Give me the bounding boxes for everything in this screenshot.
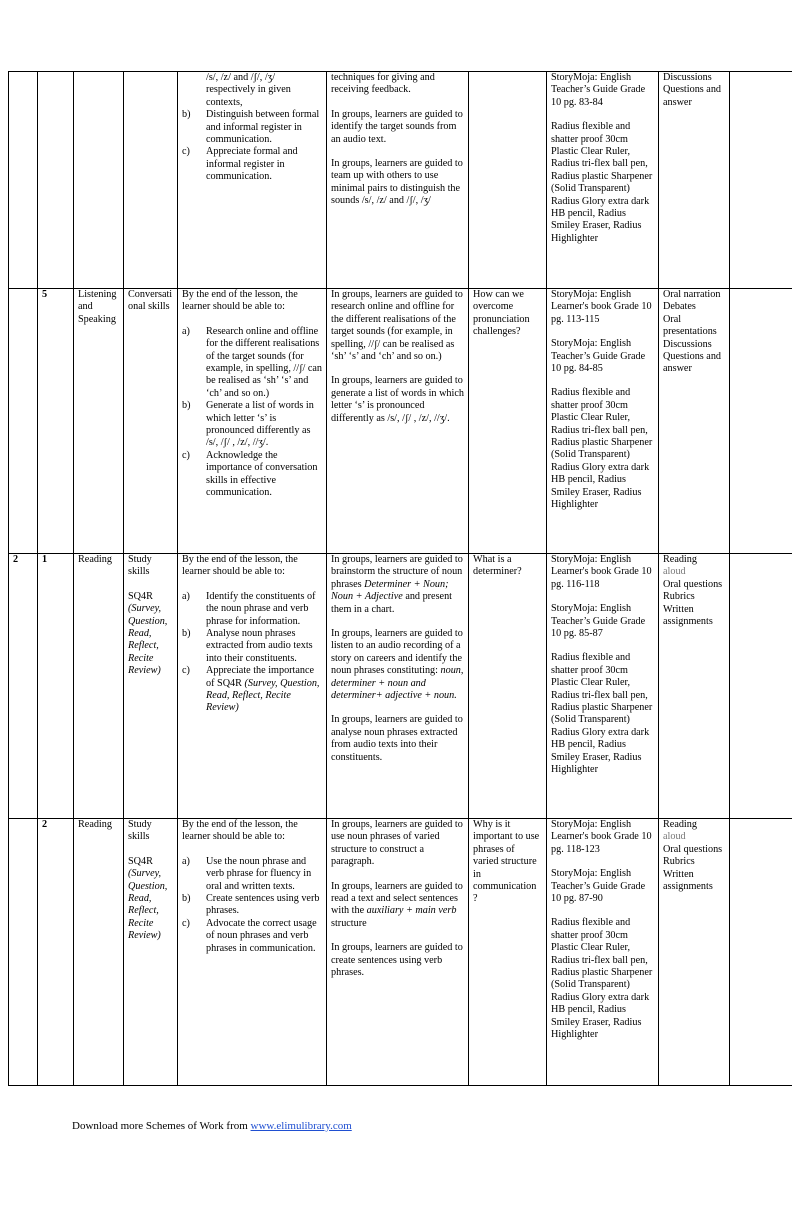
week-cell	[9, 72, 38, 289]
resources-cell: StoryMoja: English Learner's book Grade 10 pg. 116-118 StoryMoja: English Teacher’s Guide Grade 10 pg. 85-87 Radius flexible and shatter proof 30cm Plastic Clear Ruler, Radius tri-flex ball pen, Radius plastic Sharpener (Solid Transparent) Radius Glory extra dark HB pencil, Radius Smiley Eraser, Radius Highlighter	[547, 554, 659, 819]
outcome-item: b) Analyse noun phrases extracted from audio texts into their constituents.	[182, 628, 313, 664]
learning-experiences-cell: In groups, learners are guided to research online and offline for the different realisations of the target sounds (for example, in spelling, //ʃ/ can be realised as ‘sh’ ‘s’ and ‘ch’ and so on.) In groups, learners are guided to generate a list of words in which letter ‘s’ is pronounced differently as /s/, /ʃ/ , /z/, //ʒ/.	[327, 289, 469, 554]
key-inquiry-cell	[469, 72, 547, 289]
scheme-of-work-table	[8, 71, 792, 1086]
lesson-cell: 5	[38, 289, 74, 554]
outcome-item: a) Identify the constituents of the noun phrase and verb phrase for information.	[182, 590, 316, 627]
outcome-item: a) Use the noun phrase and verb phrase for fluency in oral and written texts.	[182, 855, 312, 892]
reflection-cell	[730, 819, 792, 1086]
outcome-item: b) Generate a list of words in which letter ‘s’ is pronounced differently as /s/, /ʃ/ , /z/, //ʒ/.	[182, 400, 314, 449]
page-footer: Download more Schemes of Work from www.elimulibrary.com	[72, 1120, 352, 1132]
outcome-item: b) Create sentences using verb phrases.	[182, 893, 320, 917]
week-cell	[9, 819, 38, 1086]
resources-cell: StoryMoja: English Learner's book Grade 10 pg. 118-123 StoryMoja: English Teacher’s Guide Grade 10 pg. 87-90 Radius flexible and shatter proof 30cm Plastic Clear Ruler, Radius tri-flex ball pen, Radius plastic Sharpener (Solid Transparent) Radius Glory extra dark HB pencil, Radius Smiley Eraser, Radius Highlighter	[547, 819, 659, 1086]
reflection-cell	[730, 289, 792, 554]
table-row	[9, 72, 792, 289]
sub-strand-cell: Study skills SQ4R (Survey, Question, Read, Reflect, Recite Review)	[124, 554, 178, 819]
reflection-cell	[730, 72, 792, 289]
learning-experiences-cell: techniques for giving and receiving feedback. In groups, learners are guided to identify the target sounds from an audio text. In groups, learners are guided to team up with others to use minimal pairs to distinguish the sounds /s/, /z/ and /ʃ/, /ʒ/	[327, 72, 469, 289]
sub-strand-cell	[124, 72, 178, 289]
table-row	[9, 819, 792, 1086]
footer-link[interactable]: www.elimulibrary.com	[250, 1120, 352, 1132]
reflection-cell	[730, 554, 792, 819]
outcome-item: b) Distinguish between formal and informal register in communication.	[182, 109, 320, 146]
assessment-cell: Reading aloud Oral questions Rubrics Written assignments	[659, 819, 730, 1086]
key-inquiry-cell: How can we overcome pronunciation challenges?	[469, 289, 547, 554]
key-inquiry-cell: Why is it important to use phrases of varied structure in communication ?	[469, 819, 547, 1086]
table-row	[9, 554, 792, 819]
table-row	[9, 289, 792, 554]
strand-cell: Reading	[74, 554, 124, 819]
learning-outcomes-cell: By the end of the lesson, the learner should be able to: a) Research online and offline for the different realisations of the target sounds (for example, in spelling, //ʃ/ can be realised as ‘sh’ ‘s’ and ‘ch’ and so on.) b) Generate a list of words in which letter ‘s’ is pronounced differently as /s/, /ʃ/ , /z/, //ʒ/. c) Acknowledge the importance of conversation skills in effective communication.	[178, 289, 327, 554]
learning-experiences-cell: In groups, learners are guided to use noun phrases of varied structure to construct a paragraph. In groups, learners are guided to read a text and select sentences with the auxiliary + main verb structure In groups, learners are guided to create sentences using verb phrases.	[327, 819, 469, 1086]
outcome-item: c) Appreciate formal and informal register in communication.	[182, 146, 298, 183]
outcome-item: c) Advocate the correct usage of noun phrases and verb phrases in communication.	[182, 917, 317, 954]
assessment-cell: Oral narration Debates Oral presentations Discussions Questions and answer	[659, 289, 730, 554]
resources-cell: StoryMoja: English Teacher’s Guide Grade 10 pg. 83-84 Radius flexible and shatter proof 30cm Plastic Clear Ruler, Radius tri-flex ball pen, Radius plastic Sharpener (Solid Transparent) Radius Glory extra dark HB pencil, Radius Smiley Eraser, Radius Highlighter	[547, 72, 659, 289]
strand-cell: Listening and Speaking	[74, 289, 124, 554]
assessment-cell: Discussions Questions and answer	[659, 72, 730, 289]
outcome-item: c) Appreciate the importance of SQ4R (Survey, Question, Read, Reflect, Recite Review)	[182, 665, 320, 714]
sub-strand-cell: Study skills SQ4R (Survey, Question, Read, Reflect, Recite Review)	[124, 819, 178, 1086]
resources-cell: StoryMoja: English Learner's book Grade 10 pg. 113-115 StoryMoja: English Teacher’s Guide Grade 10 pg. 84-85 Radius flexible and shatter proof 30cm Plastic Clear Ruler, Radius tri-flex ball pen, Radius plastic Sharpener (Solid Transparent) Radius Glory extra dark HB pencil, Radius Smiley Eraser, Radius Highlighter	[547, 289, 659, 554]
strand-cell	[74, 72, 124, 289]
lesson-cell	[38, 72, 74, 289]
learning-outcomes-cell: By the end of the lesson, the learner should be able to: a) Identify the constituents of the noun phrase and verb phrase for information. b) Analyse noun phrases extracted from audio texts into their constituents. c) Appreciate the importance of SQ4R (Survey, Question, Read, Reflect, Recite Review)	[178, 554, 327, 819]
outcome-item: a) Research online and offline for the different realisations of the target sounds (for example, in spelling, //ʃ/ can be realised as ‘sh’ ‘s’ and ‘ch’ and so on.)	[182, 325, 322, 399]
learning-outcomes-cell	[178, 72, 327, 289]
key-inquiry-cell: What is a determiner?	[469, 554, 547, 819]
week-cell: 2	[9, 554, 38, 819]
lesson-cell: 1	[38, 554, 74, 819]
lesson-cell: 2	[38, 819, 74, 1086]
outcome-item: c) Acknowledge the importance of conversation skills in effective communication.	[182, 449, 318, 499]
outcome-continuation: /s/, /z/ and /ʃ/, /ʒ/ respectively in given contexts,	[206, 72, 291, 108]
sub-strand-cell: Conversational skills	[124, 289, 178, 554]
strand-cell: Reading	[74, 819, 124, 1086]
assessment-cell: Reading aloud Oral questions Rubrics Written assignments	[659, 554, 730, 819]
week-cell	[9, 289, 38, 554]
learning-outcomes-cell: By the end of the lesson, the learner should be able to: a) Use the noun phrase and verb phrase for fluency in oral and written texts. b) Create sentences using verb phrases. c) Advocate the correct usage of noun phrases and verb phrases in communication.	[178, 819, 327, 1086]
learning-experiences-cell: In groups, learners are guided to brainstorm the structure of noun phrases Determiner + Noun; Noun + Adjective and present them in a chart. In groups, learners are guided to listen to an audio recording of a story on careers and identify the noun phrases constituting: noun, determiner + noun and determiner+ adjective + noun. In groups, learners are guided to analyse noun phrases extracted from audio texts into their constituents.	[327, 554, 469, 819]
